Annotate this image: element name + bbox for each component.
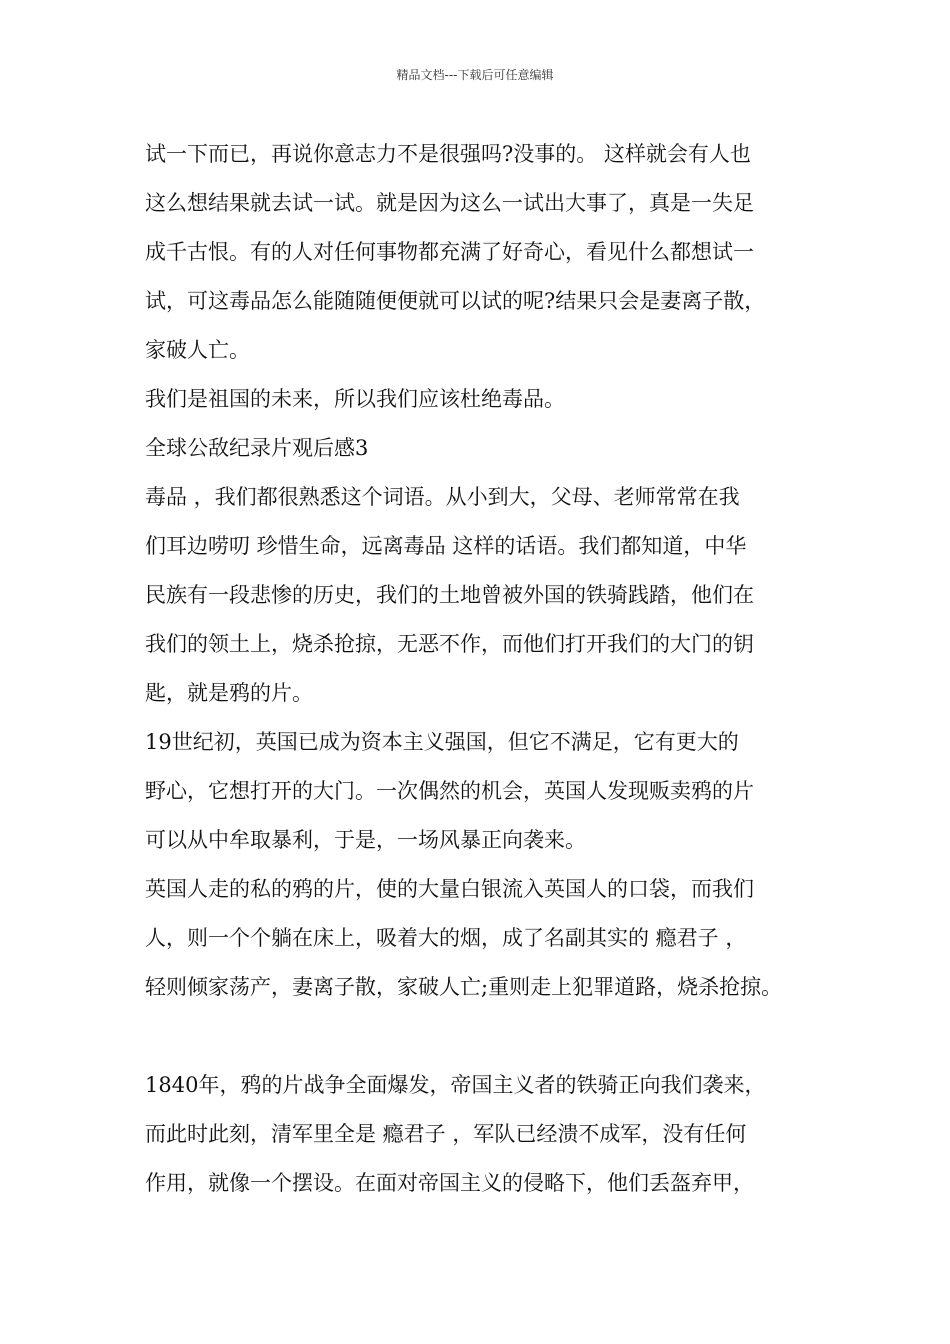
text-line: 试一下而已，再说你意志力不是很强吗?没事的。 这样就会有人也 — [145, 142, 751, 166]
text-line: 试，可这毒品怎么能随随便便就可以试的呢?结果只会是妻离子散， — [145, 289, 766, 313]
text-line: 1840年，鸦的片战争全面爆发，帝国主义者的铁骑正向我们袭来， — [145, 1073, 766, 1097]
text-line: 我们的领土上，烧杀抢掠，无恶不作，而他们打开我们的大门的钥 — [145, 632, 754, 656]
text-line: 可以从中牟取暴利，于是，一场风暴正向袭来。 — [145, 828, 586, 852]
text-line: 野心，它想打开的大门。一次偶然的机会，英国人发现贩卖鸦的片 — [145, 779, 754, 803]
text-line: 作用，就像一个摆设。在面对帝国主义的侵略下，他们丢盔弃甲， — [145, 1171, 754, 1195]
text-line: 毒品 ，我们都很熟悉这个词语。从小到大，父母、老师常常在我 — [145, 485, 740, 509]
page-header: 精品文档---下载后可任意编辑 — [396, 68, 554, 82]
text-line: 轻则倾家荡产，妻离子散，家破人亡;重则走上犯罪道路，烧杀抢掠。 — [145, 975, 783, 999]
text-line: 我们是祖国的未来，所以我们应该杜绝毒品。 — [145, 387, 565, 411]
text-line: 家破人亡。 — [145, 338, 250, 362]
text-line: 匙，就是鸦的片。 — [145, 681, 313, 705]
text-line: 19世纪初，英国已成为资本主义强国，但它不满足，它有更大的 — [145, 730, 739, 754]
section-heading: 全球公敌纪录片观后感3 — [145, 436, 369, 460]
text-line: 英国人走的私的鸦的片，使的大量白银流入英国人的口袋，而我们 — [145, 877, 754, 901]
text-line: 们耳边唠叨 珍惜生命，远离毒品 这样的话语。我们都知道，中华 — [145, 534, 747, 558]
text-line: 民族有一段悲惨的历史，我们的土地曾被外国的铁骑践踏，他们在 — [145, 583, 754, 607]
text-line: 这么想结果就去试一试。就是因为这么一试出大事了，真是一失足 — [145, 191, 754, 215]
text-line: 人，则一个个躺在床上，吸着大的烟，成了名副其实的 瘾君子 ， — [145, 926, 747, 950]
text-line: 而此时此刻，清军里全是 瘾君子 ，军队已经溃不成军，没有任何 — [145, 1122, 747, 1146]
text-line: 成千古恨。有的人对任何事物都充满了好奇心，看见什么都想试一 — [145, 240, 754, 264]
paragraph-gap — [145, 1012, 825, 1061]
document-body — [145, 130, 825, 1208]
